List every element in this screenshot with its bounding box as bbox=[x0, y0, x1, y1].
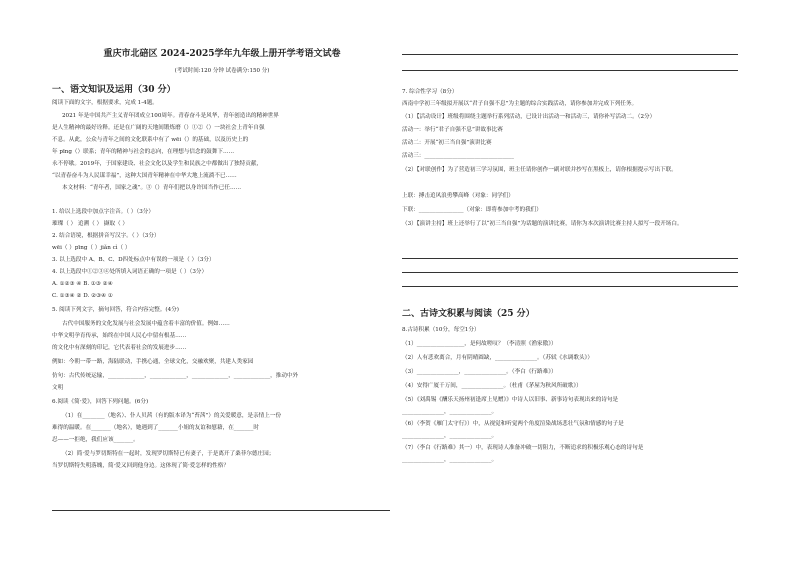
question-5-text: 古代中国服务的文化发展与社会发展中蕴含着丰富的价值。例如…… bbox=[62, 321, 230, 327]
passage-line: 永不停歇。2019年，于国家建设、社会文化以及学生和民族之中都做出了独特贡献， bbox=[52, 161, 263, 167]
answer-line bbox=[402, 70, 738, 71]
exam-info: (考试时间:120 分钟 试卷满分:150 分) bbox=[174, 68, 270, 74]
question-6-part2: 当罗切斯特失明落魄，简·爱又回到他身边。这体现了简·爱怎样的性格？ bbox=[52, 463, 229, 469]
question-7-intro: 西南中学初三年级拟开展以“君子自强不息”为主题的综合实践活动，请你参加并完成下列任务。 bbox=[402, 101, 638, 107]
question-7-part2: （2）【对联创作】为了营造初三学习氛围，班主任请你创作一副对联并抄写在黑板上，请你根据提示写出下联。 bbox=[402, 167, 677, 173]
couplet-upper: 上联：搏击追风浪勇攀高峰（对象：同学们） bbox=[402, 193, 514, 199]
question-6-part1: 忍——一拒绝，我们应该_______。 bbox=[52, 437, 139, 443]
question-4-options: C. ①③④ ② D. ②③④ ① bbox=[52, 293, 113, 299]
section1-intro: 阅读下面的文字，根据要求，完成 1-4题。 bbox=[52, 100, 158, 106]
question-5-text: 中华文明孕育传承，始终在中国人民心中留有根基…… bbox=[52, 333, 187, 339]
page-title: 重庆市北碚区 2024-2025学年九年级上册开学考语文试卷 bbox=[103, 49, 341, 59]
question-5-answer: 文明 bbox=[52, 385, 64, 391]
question-8-answer: _______________，_______________。 bbox=[402, 409, 498, 415]
passage-line: 2021 年是中国共产主义青年团成立100周年。青春奋斗是风华，青年创造出的精神世界 bbox=[62, 113, 279, 119]
question-5: 5. 阅读下列文字，摘句回答，符合内容完整。(4分) bbox=[52, 307, 179, 313]
passage-line: 不息。从此，公众与青年之间的文化联系中有了 wēi（）的基础，以及历史上的 bbox=[52, 137, 249, 143]
activity-3: 活动三：________________________________ bbox=[402, 153, 514, 159]
question-8-item: （3）_______________，_______________。（李白《行路难》） bbox=[402, 369, 557, 375]
question-8: 8.古诗积累（10分，每空1分） bbox=[402, 327, 480, 333]
question-7-part1: （1）【活动设计】班级将围绕主题举行系列活动，已设计出活动一和活动三，请你补写活动二。（2分） bbox=[402, 114, 656, 120]
question-8-item: （5）《刘禹锡《酬乐天扬州初逢席上见赠》》中诗人以旧事、新事诗句表现出来的诗句是 bbox=[402, 397, 619, 403]
question-6-part2: （2）简·爱与罗切斯特在一起时，发现罗切斯特已有妻子，于是离开了桑菲尔德庄园； bbox=[62, 451, 275, 457]
question-8-item: （1）_________________，是何故嗟叹？（李清照《渔家傲》） bbox=[402, 341, 557, 347]
answer-line bbox=[402, 286, 738, 287]
question-4-options: A. ①②③ ④ B. ①③ ②④ bbox=[52, 281, 113, 287]
question-2-items: wēi（ ）pīng（ ）jiǎn cì（ ） bbox=[52, 245, 131, 251]
answer-line bbox=[402, 54, 738, 55]
question-5-answer: 仿句：古代传统运输，_____________，_____________，_____________，_____________，推动中外 bbox=[52, 373, 299, 379]
answer-line bbox=[402, 258, 738, 259]
question-8-answer: _______________，_______________。 bbox=[402, 433, 498, 439]
passage-line: “以青春奋斗为人民谋幸福”，这种大国青年精神在中华大地上流淌不已…… bbox=[52, 173, 237, 179]
question-4: 4. 以上选段中①②③④处所填入词语正确的一项是（ ）（3分） bbox=[52, 269, 208, 275]
passage-line: 是人生精神的最好诠释。还是在广阔的天地间锻炼磨（）①②（）一块社会上青年自强 bbox=[52, 125, 265, 131]
question-5-example: 例如：今朝一带一路，海陆联动，手携心通，全球文化，交融欢聚，共建人类家园 bbox=[52, 359, 254, 365]
question-2: 2. 结合语境，根据拼音写汉字。（ ）（3分） bbox=[52, 233, 160, 239]
question-8-item: （4）安得广厦千万间，_______________。（杜甫《茅屋为秋风所破歌》） bbox=[402, 383, 582, 389]
question-6: 6.阅读《简·爱》，回答下列问题。(6分) bbox=[52, 399, 149, 405]
question-8-answer: _______________，_______________。 bbox=[402, 457, 498, 463]
activity-1: 活动一：举行“君子自强不息”讲故事比赛 bbox=[402, 127, 503, 133]
answer-line bbox=[402, 272, 738, 273]
section1-heading: 一、语文知识及运用（30 分） bbox=[52, 85, 176, 95]
answer-line bbox=[52, 510, 390, 511]
passage-line: 本文材料：“青年者，国家之魂”。③（）青年们把以身许国当作已任…… bbox=[62, 185, 242, 191]
couplet-lower: 下联：________________（对象：即将参加中考的我们） bbox=[402, 207, 542, 213]
passage-line: 年 pīng（）联系；青年的精神与社会的志向，在理想与信念的鼓舞下…… bbox=[52, 149, 235, 155]
question-1: 1. 给以上选段中加点字注音。（ ）（3分） bbox=[52, 209, 154, 215]
question-3: 3. 以上选段中 A、B、C、D四处标点中有误的一项是（ ）（3分） bbox=[52, 257, 215, 263]
activity-2: 活动二：开展“初三当自强”演讲比赛 bbox=[402, 140, 492, 146]
question-5-text: 的文化中有深刻的印记，它代表着社会的发展进步…… bbox=[52, 345, 187, 351]
question-8-item: （7）（李白《行路难》其一）中，表现诗人准备冲破一切阻力，不断追求的积极乐观心态的诗句是 bbox=[402, 445, 644, 451]
question-1-items: 璀璨（ ） 追溯（ ） 撷取（ ） bbox=[52, 221, 129, 227]
question-7: 7. 综合性学习（8分） bbox=[402, 89, 458, 95]
right-column bbox=[402, 0, 740, 562]
left-column bbox=[52, 0, 392, 562]
section2-heading: 二、古诗文积累与阅读（25 分） bbox=[402, 309, 535, 319]
question-7-part3: （3）【演讲主持】班上还举行了以“初三当自强”为话题的演讲比赛，请你为本次演讲比赛主持人拟写一段开场白。 bbox=[402, 221, 683, 227]
question-8-item: （6）（李贺《雁门太守行》）中，从视觉和听觉两个角度渲染战场悲壮气氛和情感的句子是 bbox=[402, 421, 624, 427]
question-8-item: （2）人有悲欢离合，月有阴晴圆缺，_______________。（苏轼《水调歌头》） bbox=[402, 355, 593, 361]
question-6-part1: （1）在________（地名）、仆人贝茜（有的版本译为“苔茜”）的关爱暖意，是亲情上一份 bbox=[62, 413, 282, 419]
question-6-part1: 难得的温暖。在_______（地名），她遇到了_______小姐的友谊和慰藉，在_______时 bbox=[52, 425, 259, 431]
